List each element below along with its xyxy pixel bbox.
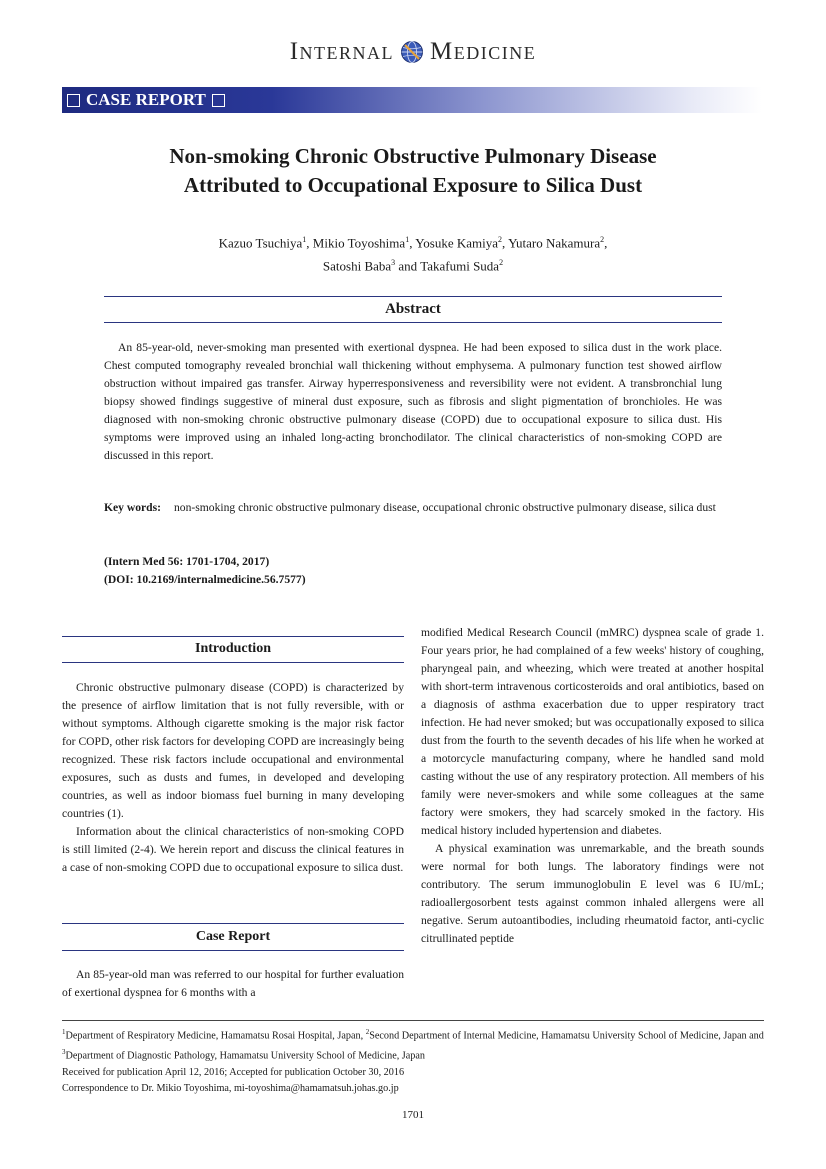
citation-line: (Intern Med 56: 1701-1704, 2017) — [104, 555, 270, 568]
author-affiliation: 2 — [498, 235, 503, 244]
author-affiliation: 2 — [499, 258, 504, 268]
page-number: 1701 — [402, 1109, 424, 1121]
keywords-label: Key words: — [104, 501, 161, 514]
journal-title-part2: Medicine — [430, 38, 537, 65]
received-dates: Received for publication April 12, 2016; Accepted for publication October 30, 2016 — [62, 1066, 405, 1078]
author-separator: , — [502, 235, 509, 251]
case-report-top-rule — [62, 923, 404, 924]
author-name: Yutaro Nakamura — [508, 235, 601, 251]
affiliation-3: Department of Diagnostic Pathology, Hamamatsu University School of Medicine, Japan — [65, 1050, 426, 1062]
correspondence: Correspondence to Dr. Mikio Toyoshima, mi-toyoshima@hamamatsuh.johas.go.jp — [62, 1082, 399, 1094]
abstract-top-rule — [104, 296, 722, 297]
author-affiliation: 2 — [600, 235, 605, 244]
affiliation-marker: 3 — [62, 1048, 66, 1057]
case-report-bottom-rule — [62, 950, 404, 951]
introduction-top-rule — [62, 636, 404, 637]
paragraph: Chronic obstructive pulmonary disease (COPD) is characterized by the presence of airflow limitation that is not fully reversible, with or without symptoms. Although cigarette smoking is the major risk factor for COPD, other risk factors for developing COPD are increasingly being recognized. These risk factors include occupational and environmental exposures, such as dusts and fumes, in developed and developing countries, as well as indoor biomass fuel burning in many developing countries (1). — [62, 681, 404, 820]
paragraph: A physical examination was unremarkable, and the breath sounds were normal for both lungs. The laboratory findings were not contributory. The serum immunoglobulin E level was 6 IU/mL; radioallergosorbent tests against common inhaled allergens were all negative. Serum autoantibodies, including rheumatoid factor, anti-cyclic citrullinated peptide — [421, 842, 764, 945]
author-line-1 — [60, 230, 766, 253]
paragraph: An 85-year-old man was referred to our hospital for further evaluation of exertional dyspnea for 6 months with a — [62, 968, 404, 999]
journal-header — [0, 38, 826, 66]
affiliations — [62, 1024, 764, 1065]
author-separator: , — [604, 235, 608, 251]
square-icon — [67, 94, 80, 107]
abstract-text: An 85-year-old, never-smoking man presented with exertional dyspnea. He had been exposed to silica dust in the work place. Chest computed tomography revealed bronchial wall thickening without emphysema. A pulmonary function test showed airflow obstruction without impaired gas transfer. Airway hyperresponsiveness and reversibility were not evident. A transbronchial lung biopsy showed findings suggestive of mineral dust exposure, such as fibrosis and slight pigmentation of bronchioles. He was diagnosed with non-smoking chronic obstructive pulmonary disease (COPD) due to occupational exposure to silica dust. His symptoms were improved using an inhaled long-acting bronchodilator. The clinical characteristics of non-smoking COPD are discussed in this report. — [104, 341, 722, 462]
author-affiliation: 1 — [405, 235, 410, 244]
case-report-body — [62, 966, 404, 1002]
author-affiliation: 3 — [391, 258, 396, 268]
abstract-heading: Abstract — [385, 301, 441, 317]
author-name: Yosuke Kamiya — [415, 235, 499, 251]
title-line-1: Non-smoking Chronic Obstructive Pulmonary Disease — [169, 144, 657, 168]
author-name: Takafumi Suda — [420, 258, 500, 274]
paper-title — [60, 142, 766, 200]
introduction-heading: Introduction — [195, 641, 271, 656]
footnote-rule — [62, 1020, 764, 1021]
square-icon — [212, 94, 225, 107]
author-separator: , — [409, 235, 416, 251]
affiliation-marker: 2 — [365, 1028, 370, 1036]
abstract-bottom-rule — [104, 322, 722, 323]
footnotes — [62, 1024, 764, 1097]
author-separator: , — [306, 235, 313, 251]
author-line-2 — [60, 253, 766, 276]
affiliation-marker: 1 — [62, 1028, 66, 1036]
introduction-bottom-rule — [62, 662, 404, 663]
paragraph: modified Medical Research Council (mMRC) dyspnea scale of grade 1. Four years prior, he had complained of a few weeks' history of coughing, pharyngeal pain, and wheezing, which were treated at another hospital with short-term intravenous corticosteroids and oral antibiotics, based on a diagnosis of asthma exacerbation due to upper respiratory tract infection. He had never smoked; but was occupationally exposed to silica dust from the fourth to the seventh decades of his life when he worked at a motorcycle manufacturing company, where he handled sand mold casting without the use of any respiratory protection. All members of his family were never-smokers and while some colleagues at the same factory were smokers, they had scarcely smoked in the factory. His medical history included hypertension and diabetes. — [421, 626, 764, 837]
author-affiliation: 1 — [302, 235, 307, 244]
title-line-2: Attributed to Occupational Exposure to Silica Dust — [183, 173, 643, 197]
author-name: Mikio Toyoshima — [312, 235, 406, 251]
citation — [104, 553, 306, 589]
doi-line: (DOI: 10.2169/internalmedicine.56.7577) — [104, 573, 306, 586]
author-separator: and — [395, 258, 421, 274]
affiliation-2: Second Department of Internal Medicine, Hamamatsu University School of Medicine, Japan and — [369, 1030, 764, 1042]
author-name: Kazuo Tsuchiya — [218, 235, 303, 251]
globe-logo-icon — [400, 40, 424, 64]
keywords — [104, 499, 722, 517]
keywords-text: non-smoking chronic obstructive pulmonary disease, occupational chronic obstructive pulmonary disease, silica dust — [174, 501, 716, 514]
affiliation-1: Department of Respiratory Medicine, Hamamatsu Rosai Hospital, Japan, — [65, 1030, 366, 1042]
article-type-label — [62, 90, 225, 110]
article-type-text: CASE REPORT — [86, 90, 206, 109]
author-name: Satoshi Baba — [322, 258, 392, 274]
right-column-body — [421, 624, 764, 948]
article-type-banner — [62, 87, 762, 113]
case-report-heading: Case Report — [195, 929, 271, 944]
journal-title — [290, 38, 537, 66]
paragraph: Information about the clinical characteristics of non-smoking COPD is still limited (2-4). We herein report and discuss the clinical features in a case of non-smoking COPD due to occupational exposure to silica dust. — [62, 825, 404, 874]
journal-title-part1: Internal — [289, 38, 395, 65]
author-list — [60, 230, 766, 277]
introduction-body — [62, 679, 404, 877]
